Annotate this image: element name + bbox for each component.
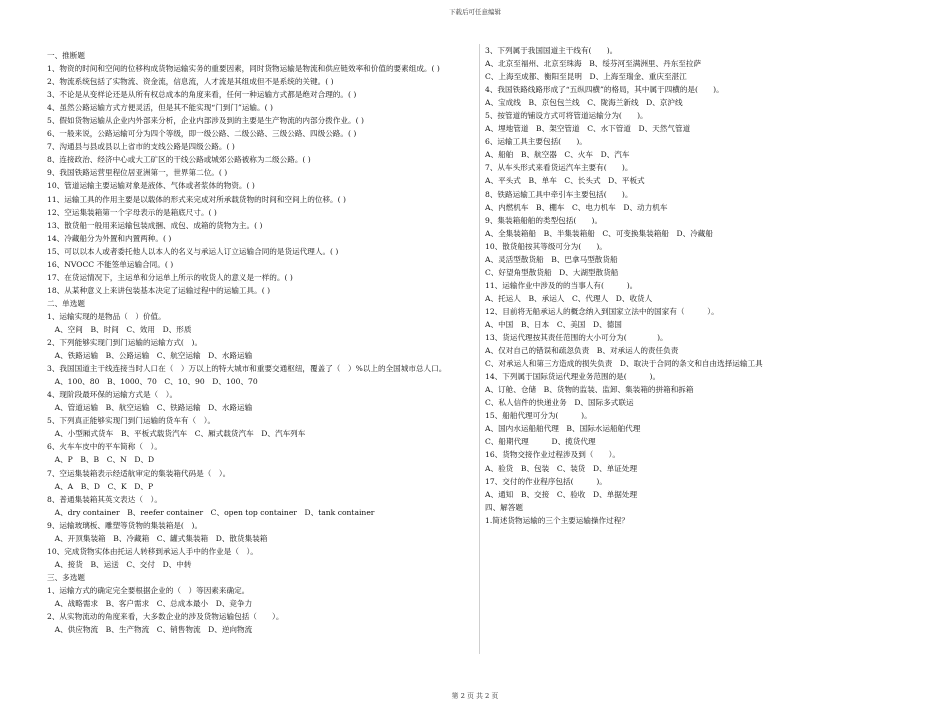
text-line: A、平头式 B、单车 C、长头式 D、平板式 bbox=[485, 176, 645, 186]
text-line: A、宝成线 B、京包包兰线 C、陇海兰新线 D、京沪线 bbox=[485, 98, 683, 108]
text-line: A、内燃机车 B、棚车 C、电力机车 D、动力机车 bbox=[485, 202, 668, 212]
text-line: A、中国 B、日本 C、美国 D、德国 bbox=[485, 319, 622, 329]
text-line: 4、虽然公路运输方式方便灵活，但是其不能实现“门到门”运输。( ) bbox=[47, 103, 273, 113]
text-line: 9、运输玻璃板、雕塑等货物的集装箱是( )。 bbox=[47, 520, 203, 530]
text-line: A、小型厢式货车 B、平板式载货汽车 C、厢式载货汽车 D、汽车列车 bbox=[47, 429, 306, 439]
text-line: C、上海至成都、衡阳至昆明 D、上海至瑞金、重庆至湛江 bbox=[485, 72, 687, 82]
text-line: A、船舶 B、航空器 C、火车 D、汽车 bbox=[485, 150, 630, 160]
text-line: 11、运输工具的作用主要是以载体的形式来完成对所承载货物的时间和空间上的位移。( ) bbox=[47, 194, 346, 204]
text-line: 5、假如货物运输从企业内外部来分析，企业内部涉及到的主要是生产物流的内部分拨作业。( ) bbox=[47, 116, 364, 126]
text-line: A、铁路运输 B、公路运输 C、航空运输 D、水路运输 bbox=[47, 351, 253, 361]
text-line: 6、一般来说，公路运输可分为四个等级，即一级公路、二级公路、三级公路、四级公路。( ) bbox=[47, 129, 357, 139]
text-line: 10、散货船按其等级可分为( )。 bbox=[485, 241, 607, 251]
text-line: 2、下列能够实现门到门运输的运输方式( )。 bbox=[47, 338, 203, 348]
text-line: 10、管道运输主要运输对象是液体、气体或者浆体的物资。( ) bbox=[47, 181, 255, 191]
text-line: 6、运输工具主要包括( )。 bbox=[485, 137, 587, 147]
right-column bbox=[485, 44, 900, 527]
text-line: 15、可以以本人或者委托他人以本人的名义与承运人订立运输合同的是货运代理人。( ) bbox=[47, 246, 339, 256]
text-line: 1、物资的时间和空间的位移构成货物运输实务的重要因素，同时货物运输是物流和供应链效率和价值的要素组成。( ) bbox=[47, 64, 440, 74]
page-footer: 第 2 页 共 2 页 bbox=[451, 692, 499, 700]
text-line: A、订舱、仓储 B、货物的监装、监卸、集装箱的拼箱和拆箱 bbox=[485, 385, 694, 395]
text-line: A、接货 B、运送 C、交付 D、中转 bbox=[47, 559, 192, 569]
text-line: 二、单选题 bbox=[47, 298, 85, 308]
text-line: 一、推断题 bbox=[47, 51, 85, 60]
text-line: 15、船舶代理可分为( )。 bbox=[485, 411, 592, 421]
text-line: 13、货运代理按其责任范围的大小可分为( )。 bbox=[485, 333, 668, 343]
text-line: 17、在货运情况下，主运单和分运单上所示的收货人的意义是一样的。( ) bbox=[47, 272, 293, 282]
text-line: 3、下列属于我国国道主干线有( )。 bbox=[485, 46, 618, 55]
text-line: 8、铁路运输工具中牵引车主要包括( )。 bbox=[485, 189, 633, 199]
text-line: A、100、80 B、1000、70 C、10、90 D、100、70 bbox=[47, 377, 258, 387]
text-line: A、通知 B、交接 C、验收 D、单据处理 bbox=[485, 489, 638, 499]
text-line: 16、NVOCC 不能签单运输合同。( ) bbox=[47, 259, 174, 269]
text-line: A、开顶集装箱 B、冷藏箱 C、罐式集装箱 D、散货集装箱 bbox=[47, 533, 268, 543]
text-line: 17、交付的作业程序包括( )。 bbox=[485, 476, 607, 486]
text-line: 1.简述货物运输的三个主要运输操作过程？ bbox=[485, 515, 629, 525]
text-line: 14、下列属于国际货运代理业务范围的是( )。 bbox=[485, 372, 661, 382]
text-line: 9、我国铁路运营里程位居亚洲第一，世界第二位。( ) bbox=[47, 168, 228, 178]
text-line: 12、空运集装箱第一个字母表示的是箱底尺寸。( ) bbox=[47, 207, 217, 217]
column-divider bbox=[479, 44, 480, 654]
text-line: 3、不论是从变样论还是从所有权总成本的角度来看，任何一种运输方式都是绝对合理的。( ) bbox=[47, 90, 357, 100]
text-line: 四、解答题 bbox=[485, 502, 523, 512]
text-line: A、战略需求 B、客户需求 C、总成本最小 D、竞争力 bbox=[47, 598, 253, 608]
text-line: A、灵活型散货船 B、巴拿马型散货船 bbox=[485, 254, 618, 264]
text-line: C、对承运人和第三方造成的损失负责 D、取决于合同的条文和自由选择运输工具 bbox=[485, 359, 763, 369]
text-line: 4、我国铁路线路形成了“五纵四横”的格局，其中属于四横的是( )。 bbox=[485, 85, 724, 95]
text-line: 16、货物交接作业过程涉及到（ ）。 bbox=[485, 450, 620, 460]
text-line: 2、从实物流动的角度来看，大多数企业的涉及货物运输包括（ ）。 bbox=[47, 612, 284, 622]
text-line: 8、普通集装箱其英文表达（ ）。 bbox=[47, 494, 162, 504]
text-line: 三、多选题 bbox=[47, 572, 85, 582]
text-line: 12、目前将无船承运人的概念纳入到国家立法中的国家有（ ）。 bbox=[485, 306, 719, 316]
text-line: C、私人信件的快递业务 D、国际多式联运 bbox=[485, 398, 634, 408]
text-line: 7、从车头形式来看货运汽车主要有( )。 bbox=[485, 163, 633, 173]
text-line: 1、运输实现的是物品（ ）价值。 bbox=[47, 311, 166, 321]
text-line: 18、从某种意义上来讲包装基本决定了运输过程中的运输工具。( ) bbox=[47, 285, 271, 295]
text-line: 3、我国国道主干线连接当时人口在（ ）万以上的特大城市和重要交通枢纽，覆盖了（ ）%以上的全国城市总人口。 bbox=[47, 364, 447, 374]
text-line: 8、连接政治、经济中心或大工矿区的干线公路或城郊公路被称为二级公路。( ) bbox=[47, 155, 311, 165]
page-header-note: 下载后可任意编辑 bbox=[449, 8, 501, 16]
text-line: 11、运输作业中涉及的的当事人有( )。 bbox=[485, 280, 638, 290]
text-line: A、托运人 B、承运人 C、代理人 D、收货人 bbox=[485, 293, 653, 303]
text-line: 6、火车车皮中的平车简称（ ）。 bbox=[47, 442, 162, 452]
text-line: 10、完成货物实体由托运人转移到承运人手中的作业是（ ）。 bbox=[47, 546, 258, 556]
text-line: A、国内水运船舶代理 B、国际水运船舶代理 bbox=[485, 424, 641, 434]
text-line: 2、物流系统包括了实物流、资金流，信息流，人才流是其组成但不是系统的关键。( ) bbox=[47, 77, 334, 87]
text-line: 5、下列真正能够实现门到门运输的货车有（ ）。 bbox=[47, 416, 216, 426]
text-line: A、空间 B、时间 C、效用 D、形质 bbox=[47, 324, 192, 334]
text-line: A、供应物流 B、生产物流 C、销售物流 D、逆向物流 bbox=[47, 625, 253, 635]
text-line: A、dry container B、reefer container C、open top container D、tank container bbox=[47, 507, 375, 517]
left-column bbox=[47, 49, 462, 636]
text-line: 14、冷藏船分为外置和内置两种。( ) bbox=[47, 233, 172, 243]
text-line: A、北京至福州、北京至珠海 B、绥芬河至满洲里、丹东至拉萨 bbox=[485, 59, 702, 69]
text-line: A、A B、D C、K D、P bbox=[47, 481, 154, 491]
text-line: A、P B、B C、N D、D bbox=[47, 455, 155, 465]
text-line: 4、现阶段最环保的运输方式是（ ）。 bbox=[47, 390, 178, 400]
text-line: 1、运输方式的确定完全要根据企业的（ ）等因素来确定。 bbox=[47, 585, 250, 595]
text-line: 7、空运集装箱表示经适航审定的集装箱代码是（ ）。 bbox=[47, 468, 231, 478]
text-line: 5、按管道的铺设方式可将管道运输分为( )。 bbox=[485, 111, 648, 121]
text-line: A、埋地管道 B、架空管道 C、水下管道 D、天然气管道 bbox=[485, 124, 691, 134]
text-line: A、仅对自己的错误和疏忽负责 B、对承运人的责任负责 bbox=[485, 346, 679, 356]
text-line: C、好望角型散货船 D、大湖型散货船 bbox=[485, 267, 619, 277]
text-line: 13、散货船一般用来运输包装成捆、成包、成箱的货物为主。( ) bbox=[47, 220, 263, 230]
text-line: A、验货 B、包装 C、装货 D、单证处理 bbox=[485, 463, 638, 473]
text-line: A、全集装箱船 B、半集装箱船 C、可变换集装箱船 D、冷藏船 bbox=[485, 228, 713, 238]
text-line: C、船期代理 D、揽货代理 bbox=[485, 437, 596, 447]
text-line: A、管道运输 B、航空运输 C、铁路运输 D、水路运输 bbox=[47, 403, 253, 413]
text-line: 7、沟通县与县或县以上省市的支线公路是四级公路。( ) bbox=[47, 142, 235, 152]
text-line: 9、集装箱船舶的类型包括( )。 bbox=[485, 215, 603, 225]
